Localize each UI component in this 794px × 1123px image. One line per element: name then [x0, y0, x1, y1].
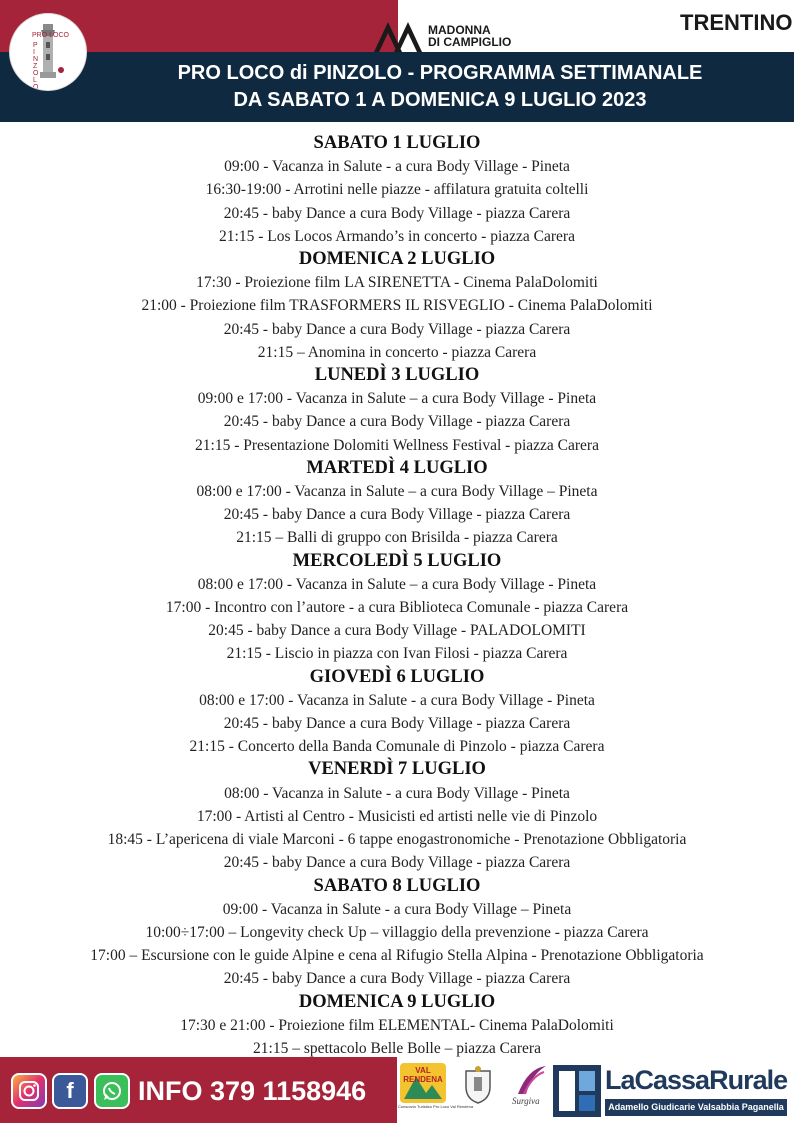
day-heading: MERCOLEDÌ 5 LUGLIO [292, 550, 502, 571]
event-item: 17:30 e 21:00 - Proiezione film ELEMENTAL- Cinema PalaDolomiti [180, 1016, 614, 1034]
event-item: 21:15 – Balli di gruppo con Brisilda - piazza Carera [236, 529, 558, 547]
title-line2: DA SABATO 1 A DOMENICA 9 LUGLIO 2023 [233, 89, 647, 111]
title-line1: PRO LOCO di PINZOLO - PROGRAMMA SETTIMANALE [177, 62, 703, 84]
event-item: 20:45 - baby Dance a cura Body Village - piazza Carera [223, 413, 571, 431]
cassa-rurale-mark-icon [553, 1065, 601, 1117]
event-item: 17:30 - Proiezione film LA SIRENETTA - Cinema PalaDolomiti [196, 274, 598, 292]
madonna-di-campiglio-logo [372, 18, 532, 52]
bell-tower-icon [10, 14, 86, 90]
logo-text-side: PINZOLO [33, 42, 39, 90]
event-item: 21:15 - Los Locos Armando’s in concerto - piazza Carera [219, 227, 575, 245]
day-heading: VENERDÌ 7 LUGLIO [308, 759, 486, 780]
whatsapp-icon[interactable] [94, 1073, 130, 1109]
event-item: 20:45 - baby Dance a cura Body Village - piazza Carera [223, 854, 571, 872]
cassa-rurale-logo [553, 1063, 789, 1119]
madonna-line1: MADONNA [428, 23, 491, 37]
day-heading: MARTEDÌ 4 LUGLIO [306, 457, 488, 478]
event-item: 08:00 e 17:00 - Vacanza in Salute - a cura Body Village - Pineta [199, 691, 595, 709]
day-heading: SABATO 8 LUGLIO [313, 875, 481, 896]
cassa-line1: LaCassaRurale [605, 1065, 788, 1095]
day-heading: DOMENICA 2 LUGLIO [298, 249, 496, 270]
event-item: 09:00 - Vacanza in Salute - a cura Body Village - Pineta [224, 158, 570, 176]
facebook-icon[interactable] [52, 1073, 88, 1109]
day-heading: SABATO 1 LUGLIO [313, 133, 481, 153]
surgiva-logo [510, 1064, 550, 1110]
event-item: 17:00 - Incontro con l’autore - a cura Biblioteca Comunale - piazza Carera [165, 599, 629, 617]
event-item: 17:00 – Escursione con le guide Alpine e cena al Rifugio Stella Alpina - Prenotazione Obbligatoria [90, 947, 704, 965]
val-rendena-logo [398, 1063, 474, 1115]
logo-text-top: PRO LOCO [32, 32, 69, 39]
madonna-mountain-icon [372, 18, 426, 52]
surgiva-text: Surgiva [512, 1096, 540, 1106]
event-item: 09:00 - Vacanza in Salute - a cura Body Village – Pineta [222, 900, 572, 918]
event-item: 20:45 - baby Dance a cura Body Village - PALADOLOMITI [208, 622, 586, 640]
event-item: 20:45 - baby Dance a cura Body Village - piazza Carera [223, 970, 571, 988]
event-item: 08:00 - Vacanza in Salute - a cura Body Village - Pineta [224, 784, 570, 802]
info-phone: INFO 379 1158946 [138, 1076, 367, 1106]
event-item: 17:00 - Artisti al Centro - Musicisti ed artisti nelle vie di Pinzolo [196, 807, 598, 825]
valrendena-line2: RENDENA [403, 1075, 443, 1084]
event-item: 21:00 - Proiezione film TRASFORMERS IL RISVEGLIO - Cinema PalaDolomiti [141, 297, 653, 315]
event-item: 20:45 - baby Dance a cura Body Village - piazza Carera [223, 506, 571, 524]
valrendena-caption: Consorzio Turistico Pro Loco Val Rendena [398, 1105, 474, 1110]
event-item: 18:45 - L’apericena di viale Marconi - 6 tappe enogastronomiche - Prenotazione Obbligatoria [107, 831, 687, 849]
event-item: 21:15 - Liscio in piazza con Ivan Filosi - piazza Carera [226, 645, 568, 663]
weekly-program [0, 132, 794, 1060]
event-item: 21:15 - Presentazione Dolomiti Wellness Festival - piazza Carera [195, 436, 599, 454]
event-item: 10:00÷17:00 – Longevity check Up – villaggio della prevenzione - piazza Carera [145, 923, 649, 941]
pro-loco-pinzolo-logo [10, 14, 86, 90]
day-heading: LUNEDÌ 3 LUGLIO [314, 365, 480, 386]
event-item: 09:00 e 17:00 - Vacanza in Salute – a cura Body Village - Pineta [197, 390, 597, 408]
event-item: 21:15 – Anomina in concerto - piazza Carera [257, 343, 537, 361]
event-item: 16:30-19:00 - Arrotini nelle piazze - affilatura gratuita coltelli [205, 181, 589, 199]
trentino-logo: TRENTINO [680, 10, 793, 35]
municipal-crest-logo [460, 1065, 496, 1105]
event-item: 21:15 – spettacolo Belle Bolle – piazza Carera [253, 1039, 541, 1057]
madonna-line2: DI CAMPIGLIO [428, 35, 512, 49]
cassa-subtitle-bar [605, 1099, 787, 1116]
page-title [90, 60, 790, 114]
event-item: 08:00 e 17:00 - Vacanza in Salute – a cura Body Village - Pineta [197, 575, 597, 593]
cassa-line2: Adamello Giudicarie Valsabbia Paganella [608, 1102, 784, 1112]
day-heading: GIOVEDÌ 6 LUGLIO [309, 666, 485, 687]
event-item: 20:45 - baby Dance a cura Body Village - piazza Carera [223, 320, 571, 338]
event-item: 20:45 - baby Dance a cura Body Village - piazza Carera [223, 204, 571, 222]
day-heading: DOMENICA 9 LUGLIO [298, 991, 496, 1012]
event-item: 20:45 - baby Dance a cura Body Village - piazza Carera [223, 715, 571, 733]
instagram-icon[interactable] [11, 1073, 47, 1109]
event-item: 21:15 - Concerto della Banda Comunale di Pinzolo - piazza Carera [189, 738, 605, 756]
event-item: 08:00 e 17:00 - Vacanza in Salute – a cura Body Village – Pineta [196, 483, 598, 501]
valrendena-line1: VAL [415, 1066, 431, 1075]
facebook-glyph: f [66, 1078, 74, 1103]
